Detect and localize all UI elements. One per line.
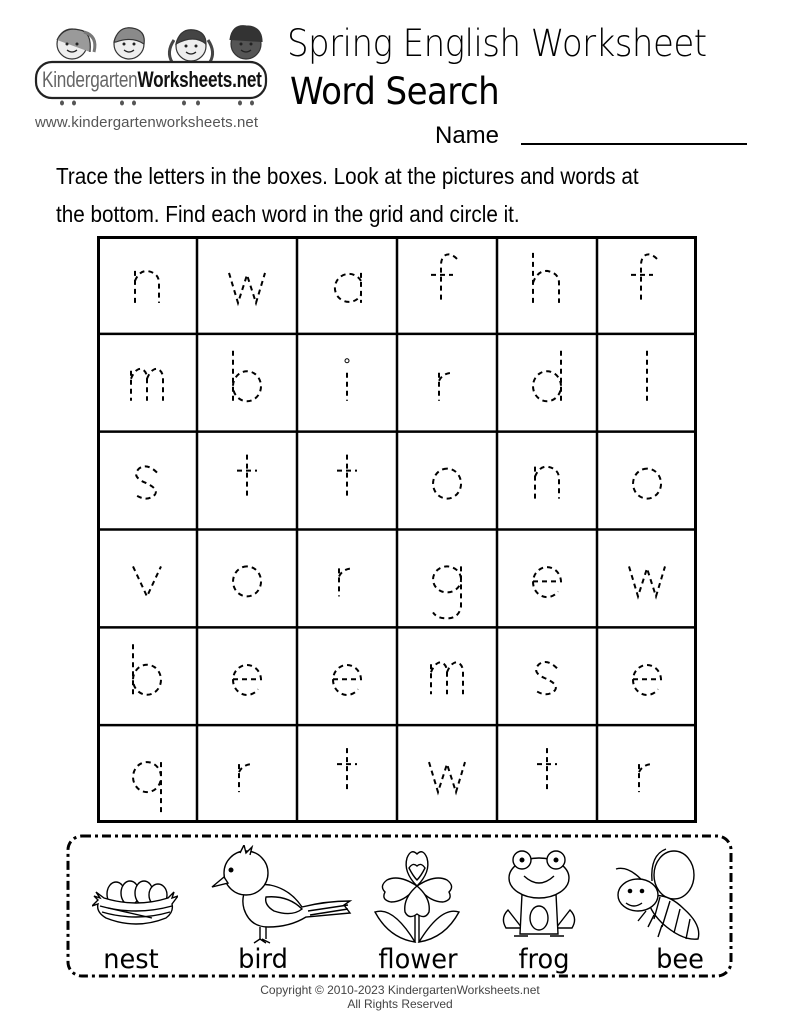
- instructions-line-2: the bottom. Find each word in the grid and circle it.: [56, 201, 520, 227]
- grid-cell[interactable]: [97, 334, 197, 432]
- grid-cell[interactable]: [197, 627, 297, 725]
- grid-cell[interactable]: [297, 725, 397, 823]
- grid-cell[interactable]: [397, 432, 497, 530]
- grid-cell[interactable]: [297, 530, 397, 628]
- word-search-grid: [97, 236, 697, 823]
- grid-cell[interactable]: [397, 627, 497, 725]
- copyright-text: Copyright © 2010-2023 KindergartenWorksheets.net: [260, 983, 540, 997]
- word-frog: frog: [518, 944, 570, 975]
- grid-cell[interactable]: [497, 334, 597, 432]
- instructions-line-1: Trace the letters in the boxes. Look at the pictures and words at: [56, 163, 639, 189]
- rights-text: All Rights Reserved: [347, 997, 453, 1011]
- grid-cell[interactable]: [197, 236, 297, 334]
- grid-cell[interactable]: [497, 725, 597, 823]
- grid-cell[interactable]: [497, 530, 597, 628]
- frog-icon: [500, 848, 578, 944]
- grid-cell[interactable]: [97, 627, 197, 725]
- grid-cell[interactable]: [397, 236, 497, 334]
- grid-cell[interactable]: [297, 432, 397, 530]
- word-flower: flower: [378, 944, 458, 975]
- flower-icon: [373, 842, 461, 946]
- logo-text-bold: Worksheets.net: [137, 67, 262, 92]
- grid-cell[interactable]: [597, 432, 697, 530]
- grid-cell[interactable]: [397, 530, 497, 628]
- word-bird: bird: [238, 944, 288, 975]
- site-url: www.kindergartenworksheets.net: [35, 114, 259, 131]
- worksheet-subtitle: Word Search: [290, 70, 500, 113]
- word-bank-item-frog: [500, 848, 578, 948]
- grid-cell[interactable]: [597, 627, 697, 725]
- grid-cell[interactable]: [97, 530, 197, 628]
- worksheet-title: Spring English Worksheet: [287, 22, 707, 65]
- grid-cell[interactable]: [497, 627, 597, 725]
- word-bank-item-flower: [373, 842, 461, 950]
- grid-cell[interactable]: [297, 236, 397, 334]
- word-bank-item-nest: [92, 878, 178, 934]
- word-bank-item-bird: [210, 845, 356, 949]
- grid-cell[interactable]: [397, 725, 497, 823]
- grid-cell[interactable]: [597, 530, 697, 628]
- nest-icon: [92, 878, 178, 930]
- grid-cell[interactable]: [97, 725, 197, 823]
- name-label: Name: [435, 122, 500, 149]
- grid-cell[interactable]: [497, 236, 597, 334]
- grid-cell[interactable]: [297, 334, 397, 432]
- grid-cell[interactable]: [597, 334, 697, 432]
- copyright-notice: [0, 983, 800, 1011]
- grid-cell[interactable]: [97, 236, 197, 334]
- grid-cell[interactable]: [97, 432, 197, 530]
- word-nest: nest: [103, 944, 159, 975]
- grid-cell[interactable]: [197, 725, 297, 823]
- grid-cell[interactable]: [197, 530, 297, 628]
- grid-cell[interactable]: [197, 334, 297, 432]
- grid-cell[interactable]: [597, 725, 697, 823]
- logo-text-light: Kindergarten: [42, 67, 138, 92]
- grid-cell[interactable]: [297, 627, 397, 725]
- grid-cell[interactable]: [497, 432, 597, 530]
- kids-logo-icon: [34, 22, 270, 110]
- word-bank-item-bee: [610, 845, 710, 945]
- bird-icon: [210, 845, 356, 945]
- bee-icon: [610, 845, 710, 941]
- name-field-line[interactable]: [521, 143, 747, 145]
- grid-cell[interactable]: [197, 432, 297, 530]
- grid-cell[interactable]: [397, 334, 497, 432]
- word-bee: bee: [656, 944, 704, 975]
- grid-cell[interactable]: [597, 236, 697, 334]
- site-logo: [34, 22, 270, 110]
